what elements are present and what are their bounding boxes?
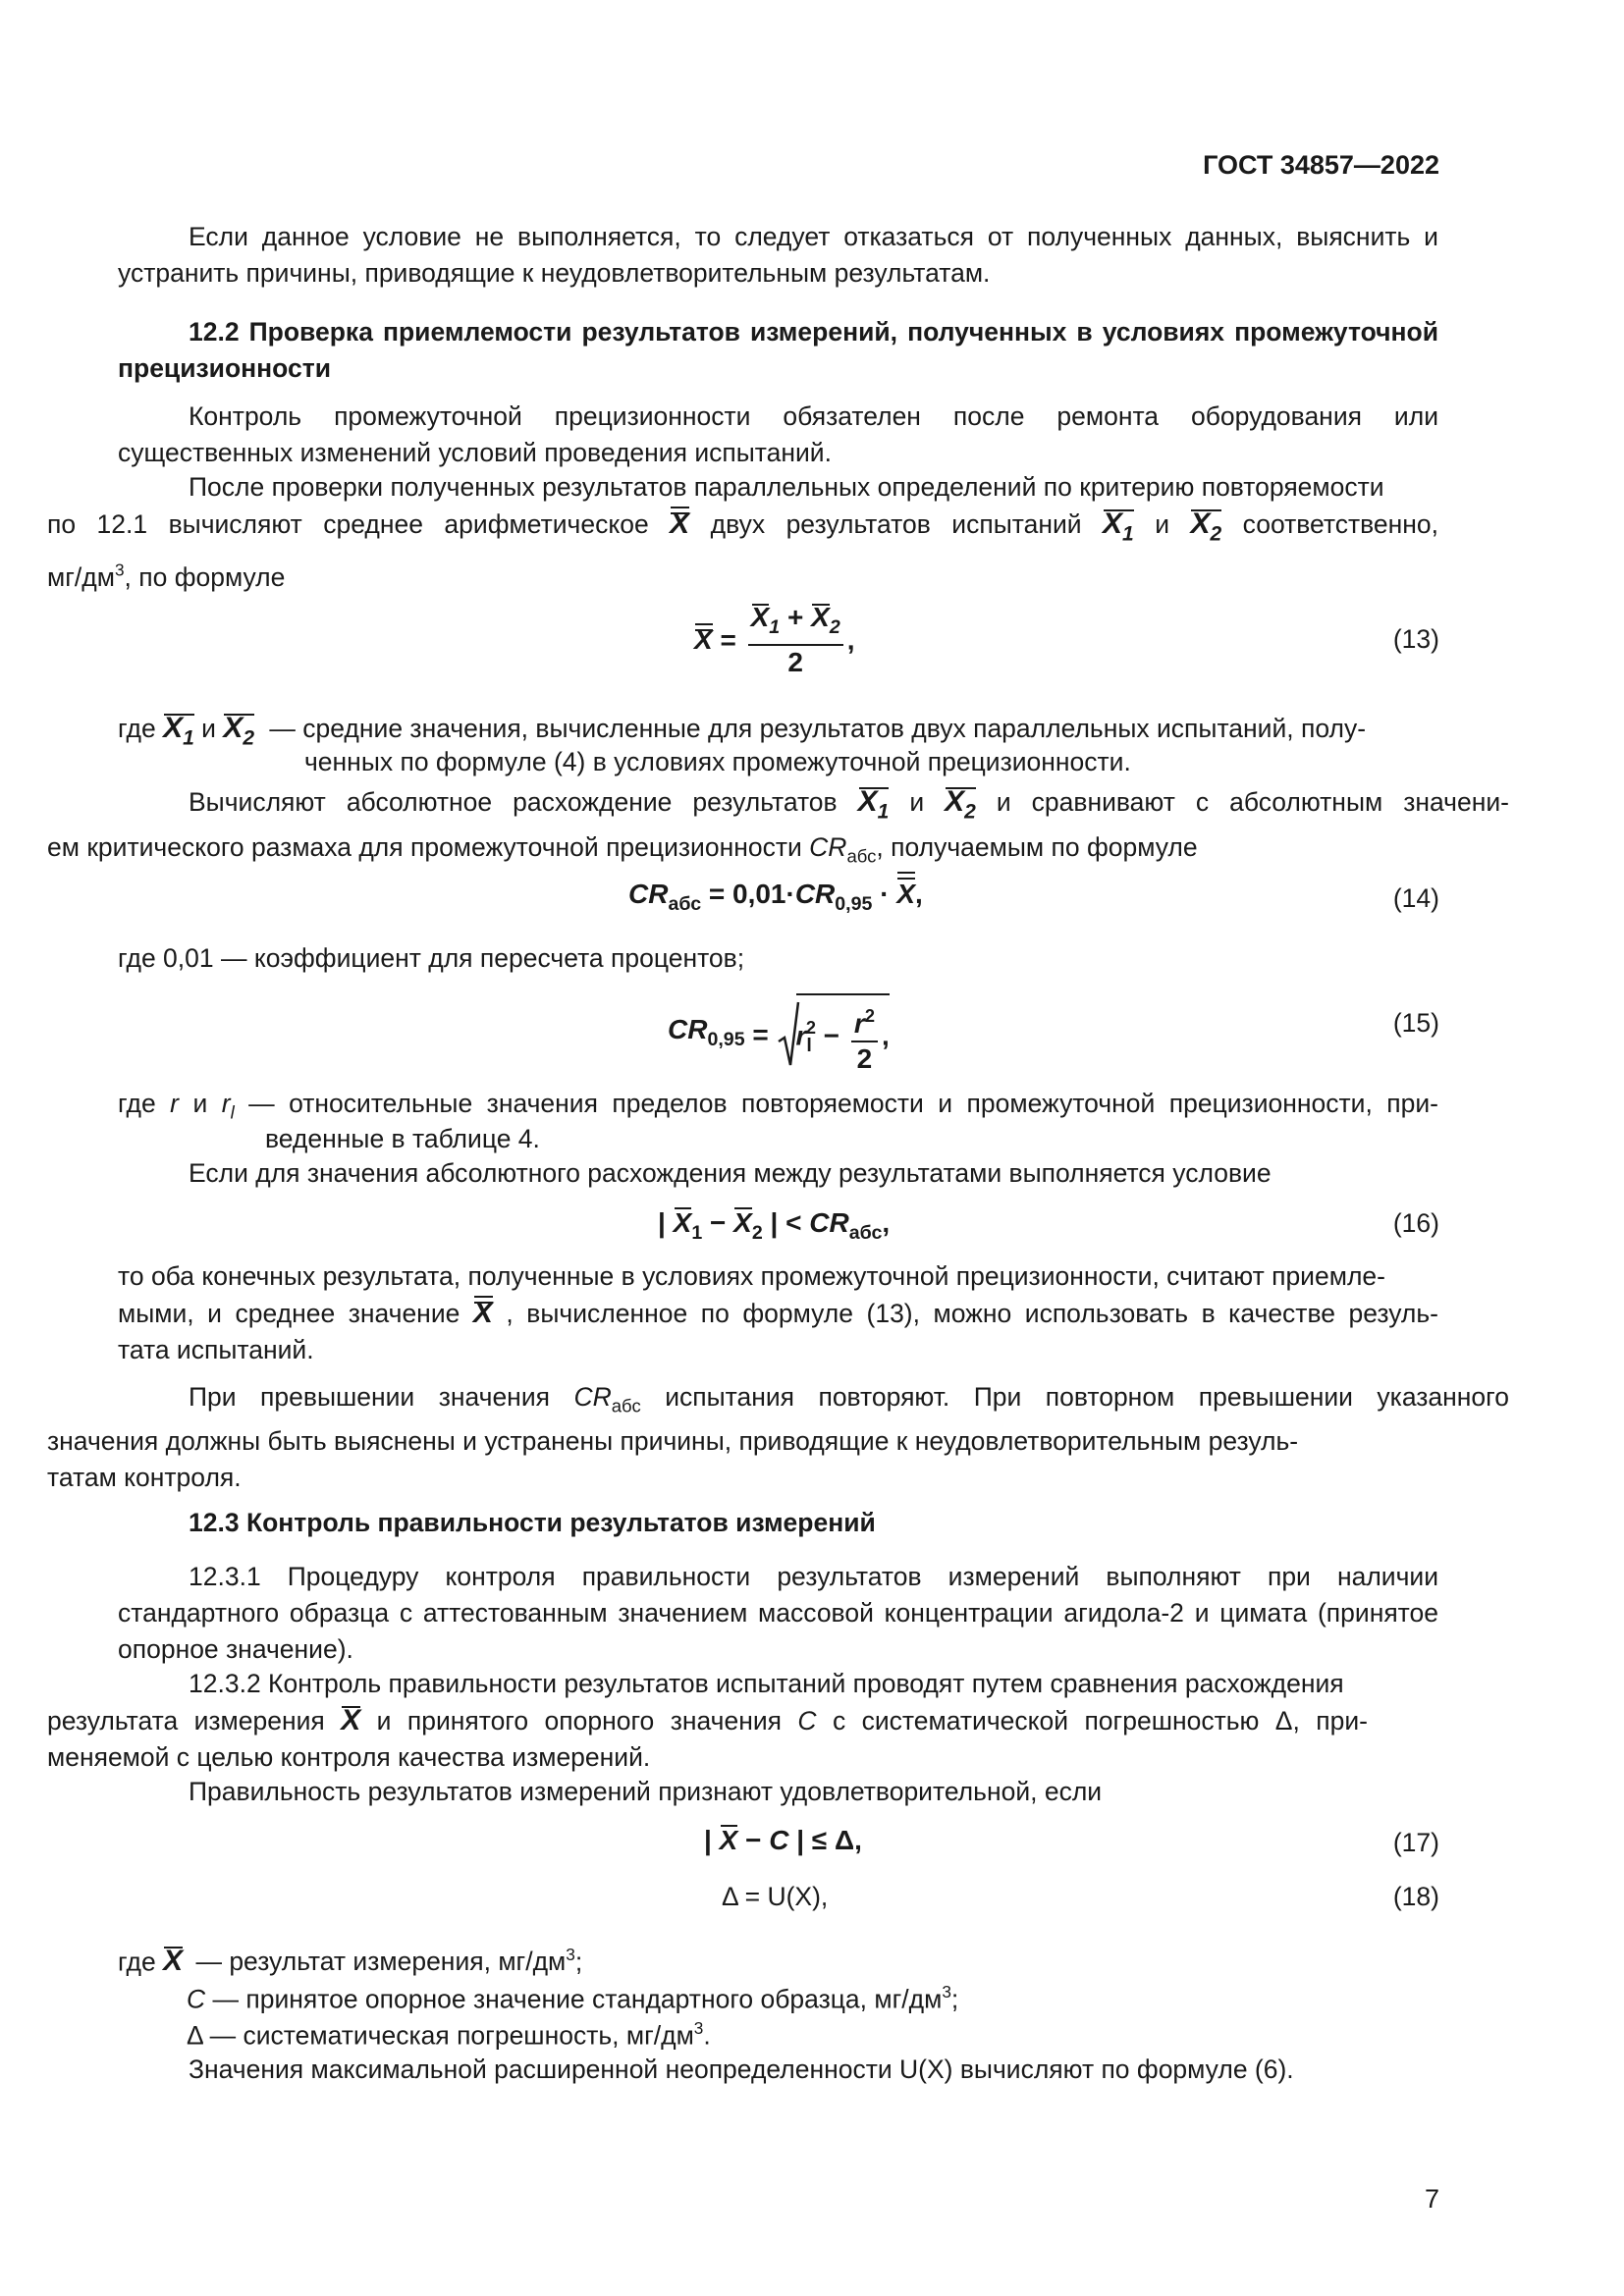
equation-number-17: (17) [1392, 1828, 1439, 1857]
where-15-continuation: веденные в таблице 4. [265, 1124, 540, 1153]
paragraph-1: Если данное условие не выполняется, то следует отказаться от полученных данных, выяснить и устранить причины, приводящие к неудовлетворительным результатам. [118, 222, 1438, 288]
where-17-delta: Δ — систематическая погрешность, $мг/дм^3$. [187, 2018, 711, 2051]
where-13: где $X_1$ и $X_2$ — средние значения, вычисленные для результатов двух параллельных испытаний, полу- [118, 712, 1367, 750]
paragraph-8: 12.3.1 Процедуру контроля правильности результатов измерений выполняют при наличии стандартного образца с аттестованным значением массовой концентрации агидола-2 и цимата (принятое опорное значение). [118, 1562, 1438, 1664]
paragraph-3: После проверки полученных результатов параллельных определений по критерию повторяемости по 12.1 вычисляют среднее арифметическое X двух результатов испытаний $X_1$ и $X_2$ соответственно, $мг/дм^3$, по формуле [47, 472, 1438, 592]
section-12-2-heading: 12.2 Проверка приемлемости результатов измерений, полученных в условиях промежуточной прецизионности [118, 317, 1438, 383]
formula-17: | X − C | ≤ Δ, [704, 1825, 862, 1855]
page-number: 7 [1424, 2184, 1439, 2214]
paragraph-11: Значения максимальной расширенной неопределенности U(X) вычисляют по формуле (6). [189, 2055, 1294, 2084]
x-double-bar-symbol: X [670, 507, 690, 540]
section-12-3-heading: 12.3 Контроль правильности результатов измерений [189, 1508, 876, 1537]
where-17-c: C — принятое опорное значение стандартного образца, $мг/дм^3$; [187, 1982, 959, 2014]
paragraph-7: При превышении значения $CR_{абс}$ испытания повторяют. При повторном превышении указанного значения должны быть выяснены и устранены причины, приводящие к неудовлетворительным резуль- татам контроля. [47, 1382, 1509, 1493]
x1-bar-symbol: $X_1$ [1103, 507, 1134, 546]
formula-15: $CR_{0,95} = r_l^2$ − $\frac{r^2}{2}$ , [668, 993, 890, 1076]
paragraph-6: то оба конечных результата, полученные в условиях промежуточной прецизионности, считают приемле- мыми, и среднее значение X , вычисленное по формуле (13), можно использовать в качестве резуль- тата испытаний. [118, 1261, 1438, 1364]
where-15: где r и $r_l$ — относительные значения пределов повторяемости и промежуточной прецизионности, при- [118, 1089, 1438, 1123]
x2-bar-symbol: $X_2$ [1190, 507, 1222, 546]
equation-number-14: (14) [1392, 883, 1439, 913]
formula-13: X = $X_1$ + $X_2$ 2 , [694, 602, 855, 677]
where-17-x: где X — результат измерения, $мг/дм^3$; [118, 1945, 583, 1978]
where-14: где 0,01 — коэффициент для пересчета процентов; [118, 943, 745, 973]
document-header: ГОСТ 34857—2022 [1203, 150, 1439, 180]
equation-number-15: (15) [1392, 1008, 1439, 1038]
where-13-continuation: ченных по формуле (4) в условиях промежуточной прецизионности. [304, 747, 1131, 776]
formula-14: $CR_{абс} = 0,01\cdot CR_{0,95}$ · X, [628, 876, 923, 923]
paragraph-10: Правильность результатов измерений признают удовлетворительной, если [189, 1777, 1103, 1806]
equation-number-18: (18) [1392, 1882, 1439, 1911]
equation-number-13: (13) [1392, 624, 1439, 654]
equation-number-16: (16) [1392, 1208, 1439, 1238]
formula-16: | $X_1$ − $X_2$ | < $CR_{абс}$, [658, 1207, 891, 1244]
paragraph-4: Вычисляют абсолютное расхождение результатов $X_1$ и $X_2$ и сравнивают с абсолютным значени- ем критического размаха для промежуточной прецизионности $CR_{абс}$, получаемым по формуле [47, 785, 1509, 867]
paragraph-9: 12.3.2 Контроль правильности результатов испытаний проводят путем сравнения расхождения результата измерения X и принятого опорного значения C с систематической погрешностью Δ, при- меняемой с целью контроля качества измерений. [47, 1669, 1368, 1772]
paragraph-5: Если для значения абсолютного расхождения между результатами выполняется условие [189, 1158, 1272, 1188]
paragraph-2: Контроль промежуточной прецизионности обязателен после ремонта оборудования или существенных изменений условий проведения испытаний. [118, 401, 1438, 467]
formula-18: Δ = U(X), [722, 1882, 829, 1911]
